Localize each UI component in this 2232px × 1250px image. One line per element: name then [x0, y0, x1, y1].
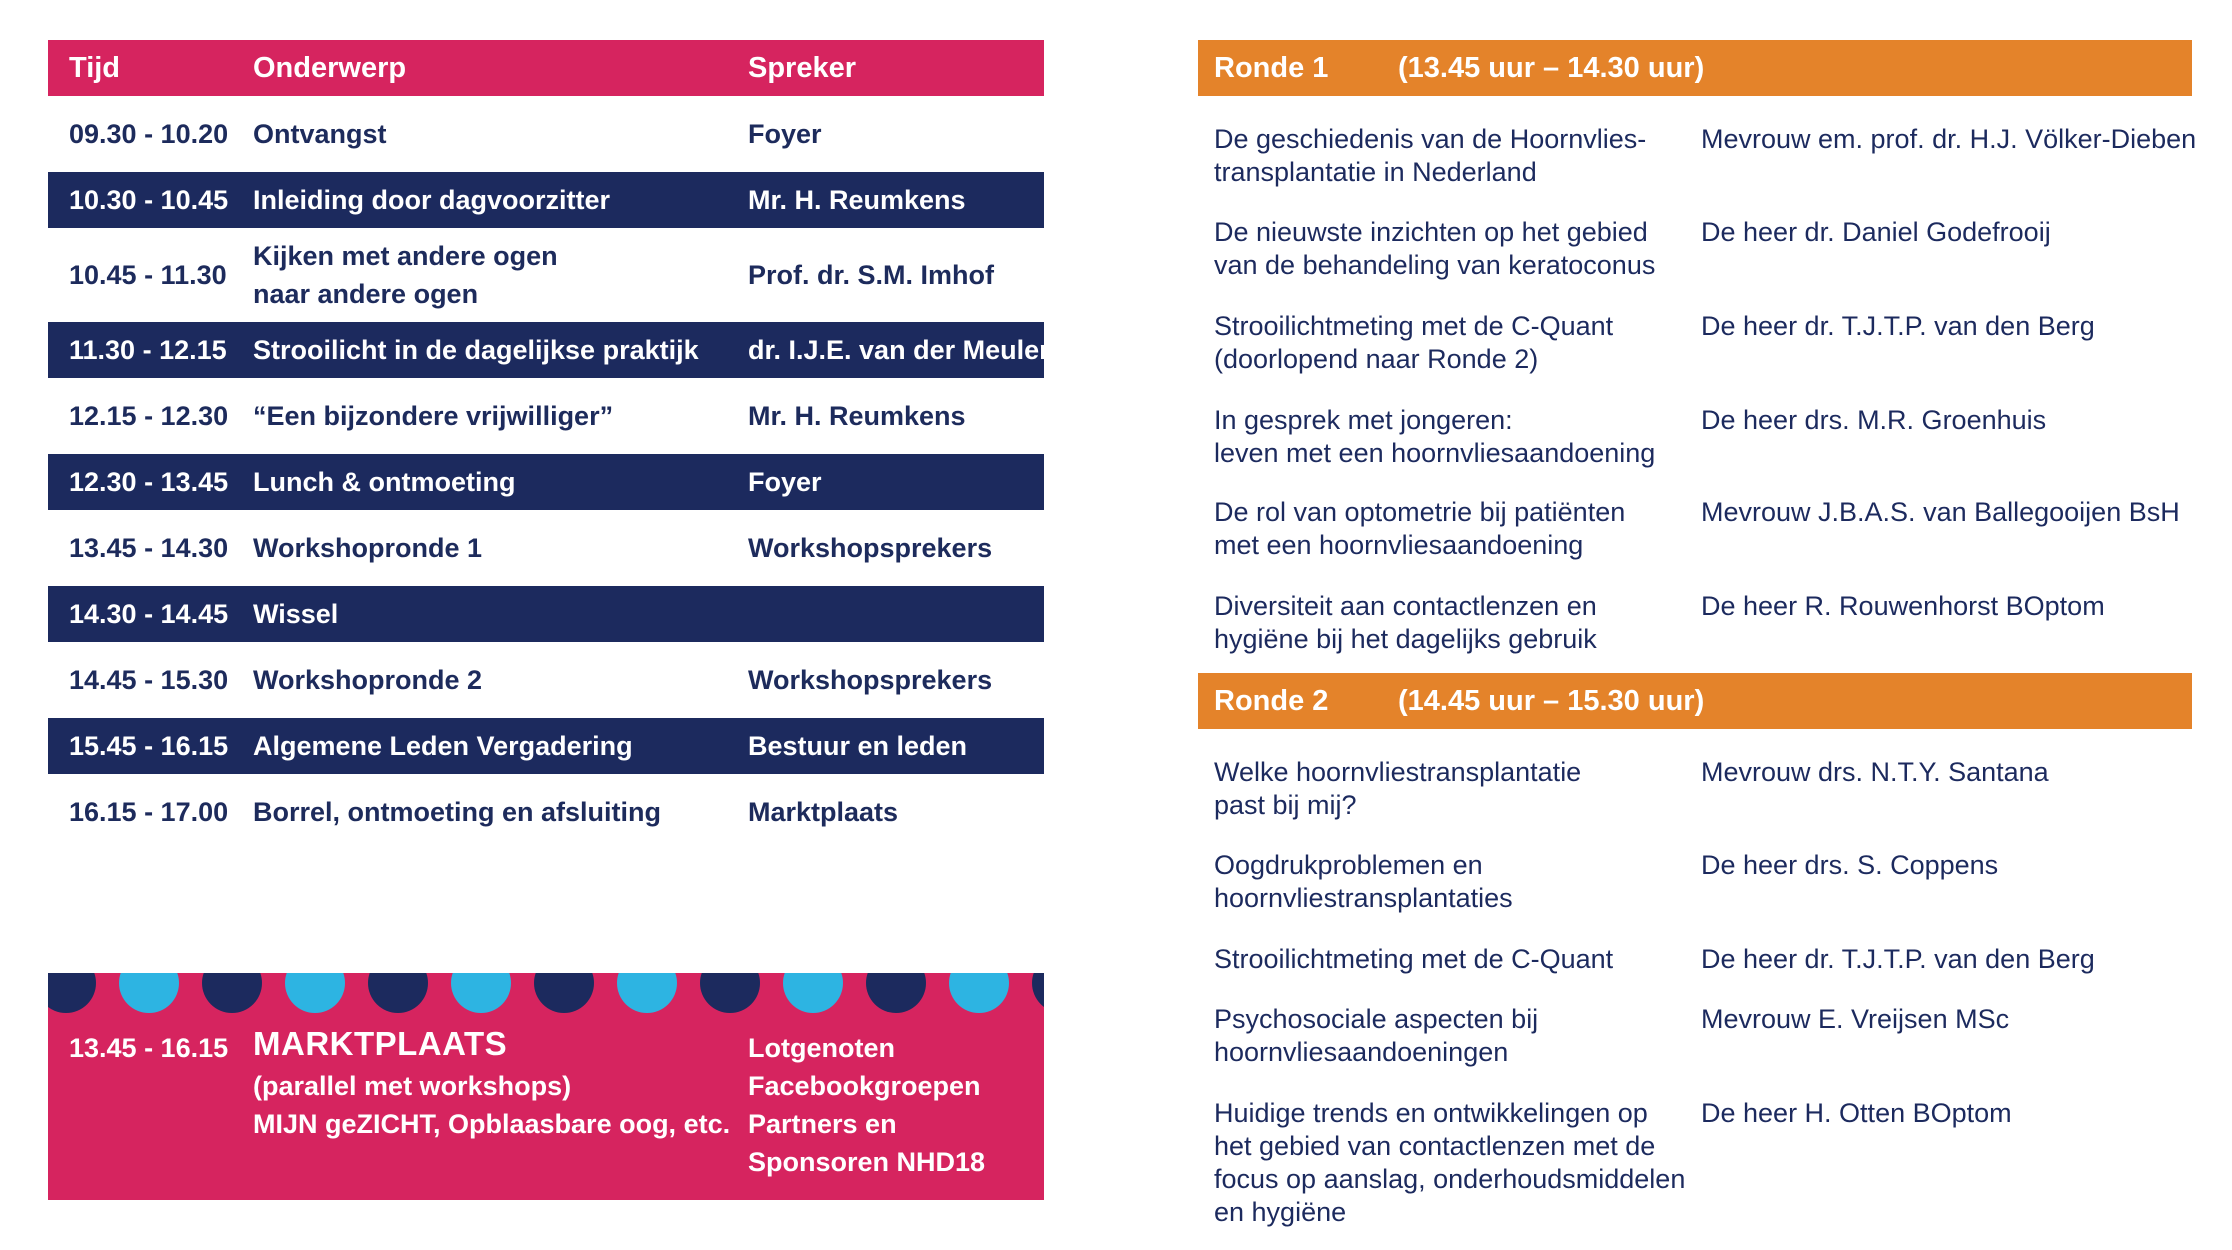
session-speaker: [1701, 1097, 2012, 1130]
session-topic-line: Welke hoornvliestransplantatie: [1214, 757, 1582, 787]
session-topic: [1214, 756, 1581, 822]
header-topic: Onderwerp: [253, 52, 407, 84]
row-time: 09.30 - 10.20: [69, 118, 229, 149]
session-topic-line: De geschiedenis van de Hoornvlies-: [1214, 124, 1647, 154]
row-time: 13.45 - 14.30: [69, 532, 229, 563]
round-header: [1198, 673, 2192, 729]
program-row: [48, 718, 1044, 774]
round-time: (14.45 uur – 15.30 uur): [1398, 685, 1705, 717]
row-time: 12.15 - 12.30: [69, 400, 229, 431]
marktplaats-title: MARKTPLAATS: [253, 1025, 508, 1062]
row-topic-line: “Een bijzondere vrijwilliger”: [253, 401, 614, 431]
session-topic-line: het gebied van contactlenzen met de: [1214, 1131, 1656, 1161]
marktplaats-time: 13.45 - 16.15: [69, 1033, 229, 1063]
row-time: 16.15 - 17.00: [69, 796, 229, 827]
row-speaker: dr. I.J.E. van der Meulen: [748, 335, 1056, 365]
program-row: [48, 322, 1056, 378]
row-topic: [253, 595, 338, 633]
marktplaats-partner: Lotgenoten: [748, 1033, 895, 1063]
session-topic-line: Psychosociale aspecten bij: [1214, 1004, 1539, 1034]
session-topic-line: en hygiëne: [1214, 1197, 1347, 1227]
row-topic-line: Strooilicht in de dagelijkse praktijk: [253, 335, 699, 365]
row-topic-line: naar andere ogen: [253, 279, 479, 309]
session-topic: [1214, 1003, 1538, 1069]
scallop-dot: [617, 973, 677, 1013]
session-speaker-name: De heer R. Rouwenhorst BOptom: [1701, 591, 2105, 621]
session-speaker: [1701, 1003, 2009, 1036]
row-time: 12.30 - 13.45: [69, 466, 229, 497]
row-topic: [253, 463, 515, 501]
program-row: [48, 172, 1044, 228]
row-time: 10.45 - 11.30: [69, 259, 227, 290]
session-topic-line: Strooilichtmeting met de C-Quant: [1214, 944, 1614, 974]
session-topic-line: Oogdrukproblemen en: [1214, 850, 1483, 880]
scallop-dot: [783, 973, 843, 1013]
row-topic-line: Inleiding door dagvoorzitter: [253, 185, 610, 215]
marktplaats-line: MIJN geZICHT, Opblaasbare oog, etc.: [253, 1109, 731, 1139]
row-time: 11.30 - 12.15: [69, 334, 227, 365]
row-topic-line: Workshopronde 2: [253, 665, 483, 695]
row-topic: [253, 181, 610, 219]
row-topic: [253, 115, 387, 153]
session-speaker-name: Mevrouw J.B.A.S. van Ballegooijen BsH: [1701, 497, 2180, 527]
row-topic-line: Ontvangst: [253, 119, 387, 149]
header-speaker: Spreker: [748, 52, 857, 84]
header-time: Tijd: [69, 51, 121, 84]
row-topic: [253, 727, 633, 765]
row-speaker: Workshopsprekers: [748, 533, 993, 563]
session-speaker-name: De heer H. Otten BOptom: [1701, 1098, 2012, 1128]
scallop-dot: [119, 973, 179, 1013]
session-speaker: [1701, 404, 2046, 437]
row-time: 14.45 - 15.30: [69, 664, 229, 695]
session-topic-line: De nieuwste inzichten op het gebied: [1214, 217, 1648, 247]
row-topic: [253, 793, 661, 831]
program-row: [48, 454, 1044, 510]
session-topic-line: Huidige trends en ontwikkelingen op: [1214, 1098, 1648, 1128]
session-speaker-name: De heer dr. T.J.T.P. van den Berg: [1701, 944, 2095, 974]
scallop-dot: [700, 973, 760, 1013]
session-speaker: [1701, 216, 2051, 249]
row-speaker: Workshopsprekers: [748, 665, 993, 695]
session-topic: [1214, 404, 1655, 470]
session-topic-line: leven met een hoornvliesaandoening: [1214, 438, 1656, 468]
session-topic-line: Diversiteit aan contactlenzen en: [1214, 591, 1597, 621]
row-speaker: Prof. dr. S.M. Imhof: [748, 260, 995, 290]
session-speaker: [1701, 943, 2095, 976]
round-header: [1198, 40, 2192, 96]
marktplaats-line: (parallel met workshops): [253, 1071, 572, 1101]
session-topic-line: past bij mij?: [1214, 790, 1357, 820]
round-time: (13.45 uur – 14.30 uur): [1398, 52, 1705, 84]
row-topic-line: Workshopronde 1: [253, 533, 483, 563]
scallop-dot: [451, 973, 511, 1013]
session-speaker: [1701, 756, 2049, 789]
row-topic: [253, 661, 482, 699]
session-topic-line: hygiëne bij het dagelijks gebruik: [1214, 624, 1597, 654]
scallop-dot: [202, 973, 262, 1013]
session-speaker-name: Mevrouw E. Vreijsen MSc: [1701, 1004, 2010, 1034]
program-row: [48, 510, 1044, 586]
row-speaker: Marktplaats: [748, 797, 899, 827]
scallop-dot: [48, 973, 96, 1013]
session-topic-line: (doorlopend naar Ronde 2): [1214, 344, 1539, 374]
scallop-dot: [534, 973, 594, 1013]
row-topic: [253, 237, 558, 313]
session-topic: [1214, 216, 1655, 282]
session-speaker-name: Mevrouw drs. N.T.Y. Santana: [1701, 757, 2049, 787]
session-speaker-name: Mevrouw em. prof. dr. H.J. Völker-Dieben: [1701, 124, 2197, 154]
row-time: 15.45 - 16.15: [69, 730, 229, 761]
scallop-dot: [949, 973, 1009, 1013]
scallop-dot: [368, 973, 428, 1013]
session-topic-line: transplantatie in Nederland: [1214, 157, 1537, 187]
session-speaker: [1701, 310, 2095, 343]
session-topic: [1214, 310, 1613, 376]
session-topic-line: hoornvliestransplantaties: [1214, 883, 1513, 913]
marktplaats-block: [48, 973, 1044, 1200]
session-topic-line: van de behandeling van keratoconus: [1214, 250, 1656, 280]
program-row: [48, 642, 1044, 718]
row-topic: [253, 397, 613, 435]
session-topic-line: hoornvliesaandoeningen: [1214, 1037, 1509, 1067]
session-topic: [1214, 496, 1625, 562]
row-topic-line: Algemene Leden Vergadering: [253, 731, 633, 761]
session-topic-line: De rol van optometrie bij patiënten: [1214, 497, 1626, 527]
session-topic: [1214, 849, 1513, 915]
scallop-dot: [1032, 973, 1044, 1013]
session-topic: [1214, 943, 1613, 976]
row-speaker: Mr. H. Reumkens: [748, 401, 966, 431]
session-topic: [1214, 590, 1597, 656]
row-time: 14.30 - 14.45: [69, 598, 229, 629]
round-name: Ronde 2: [1214, 685, 1329, 717]
program-rows: [48, 96, 1056, 850]
program-row: [48, 586, 1044, 642]
session-topic-line: In gesprek met jongeren:: [1214, 405, 1513, 435]
row-topic: [253, 529, 482, 567]
round-name: Ronde 1: [1214, 52, 1329, 84]
program-table: [48, 40, 1056, 850]
marktplaats-partner: Partners en: [748, 1109, 897, 1139]
row-speaker: Mr. H. Reumkens: [748, 185, 966, 215]
marktplaats-partner: Sponsoren NHD18: [748, 1147, 986, 1177]
session-topic-line: Strooilichtmeting met de C-Quant: [1214, 311, 1614, 341]
row-speaker: Foyer: [748, 467, 822, 497]
program-row: [48, 378, 1044, 454]
row-topic-line: Lunch & ontmoeting: [253, 467, 516, 497]
session-speaker-name: De heer dr. T.J.T.P. van den Berg: [1701, 311, 2095, 341]
session-speaker: [1701, 496, 2180, 529]
session-speaker: [1701, 849, 1998, 882]
scallop-dot: [866, 973, 926, 1013]
session-speaker: [1701, 590, 2105, 623]
scallop-dot: [285, 973, 345, 1013]
session-speaker-name: De heer drs. M.R. Groenhuis: [1701, 405, 2047, 435]
session-topic: [1214, 1097, 1685, 1229]
row-speaker: Bestuur en leden: [748, 731, 968, 761]
session-topic: [1214, 123, 1646, 189]
program-row: [48, 774, 1044, 850]
row-topic-line: Borrel, ontmoeting en afsluiting: [253, 797, 662, 827]
row-topic-line: Kijken met andere ogen: [253, 241, 558, 271]
row-topic-line: Wissel: [253, 599, 339, 629]
row-time: 10.30 - 10.45: [69, 184, 229, 215]
session-speaker-name: De heer drs. S. Coppens: [1701, 850, 1999, 880]
session-speaker: [1701, 123, 2196, 156]
session-topic-line: focus op aanslag, onderhoudsmiddelen: [1214, 1164, 1686, 1194]
session-topic-line: met een hoornvliesaandoening: [1214, 530, 1584, 560]
marktplaats-partner: Facebookgroepen: [748, 1071, 981, 1101]
row-topic: [253, 331, 699, 369]
row-speaker: Foyer: [748, 119, 822, 149]
program-row: [48, 96, 1044, 172]
program-row: [48, 228, 1044, 322]
program-header: [48, 40, 1044, 96]
session-speaker-name: De heer dr. Daniel Godefrooij: [1701, 217, 2051, 247]
